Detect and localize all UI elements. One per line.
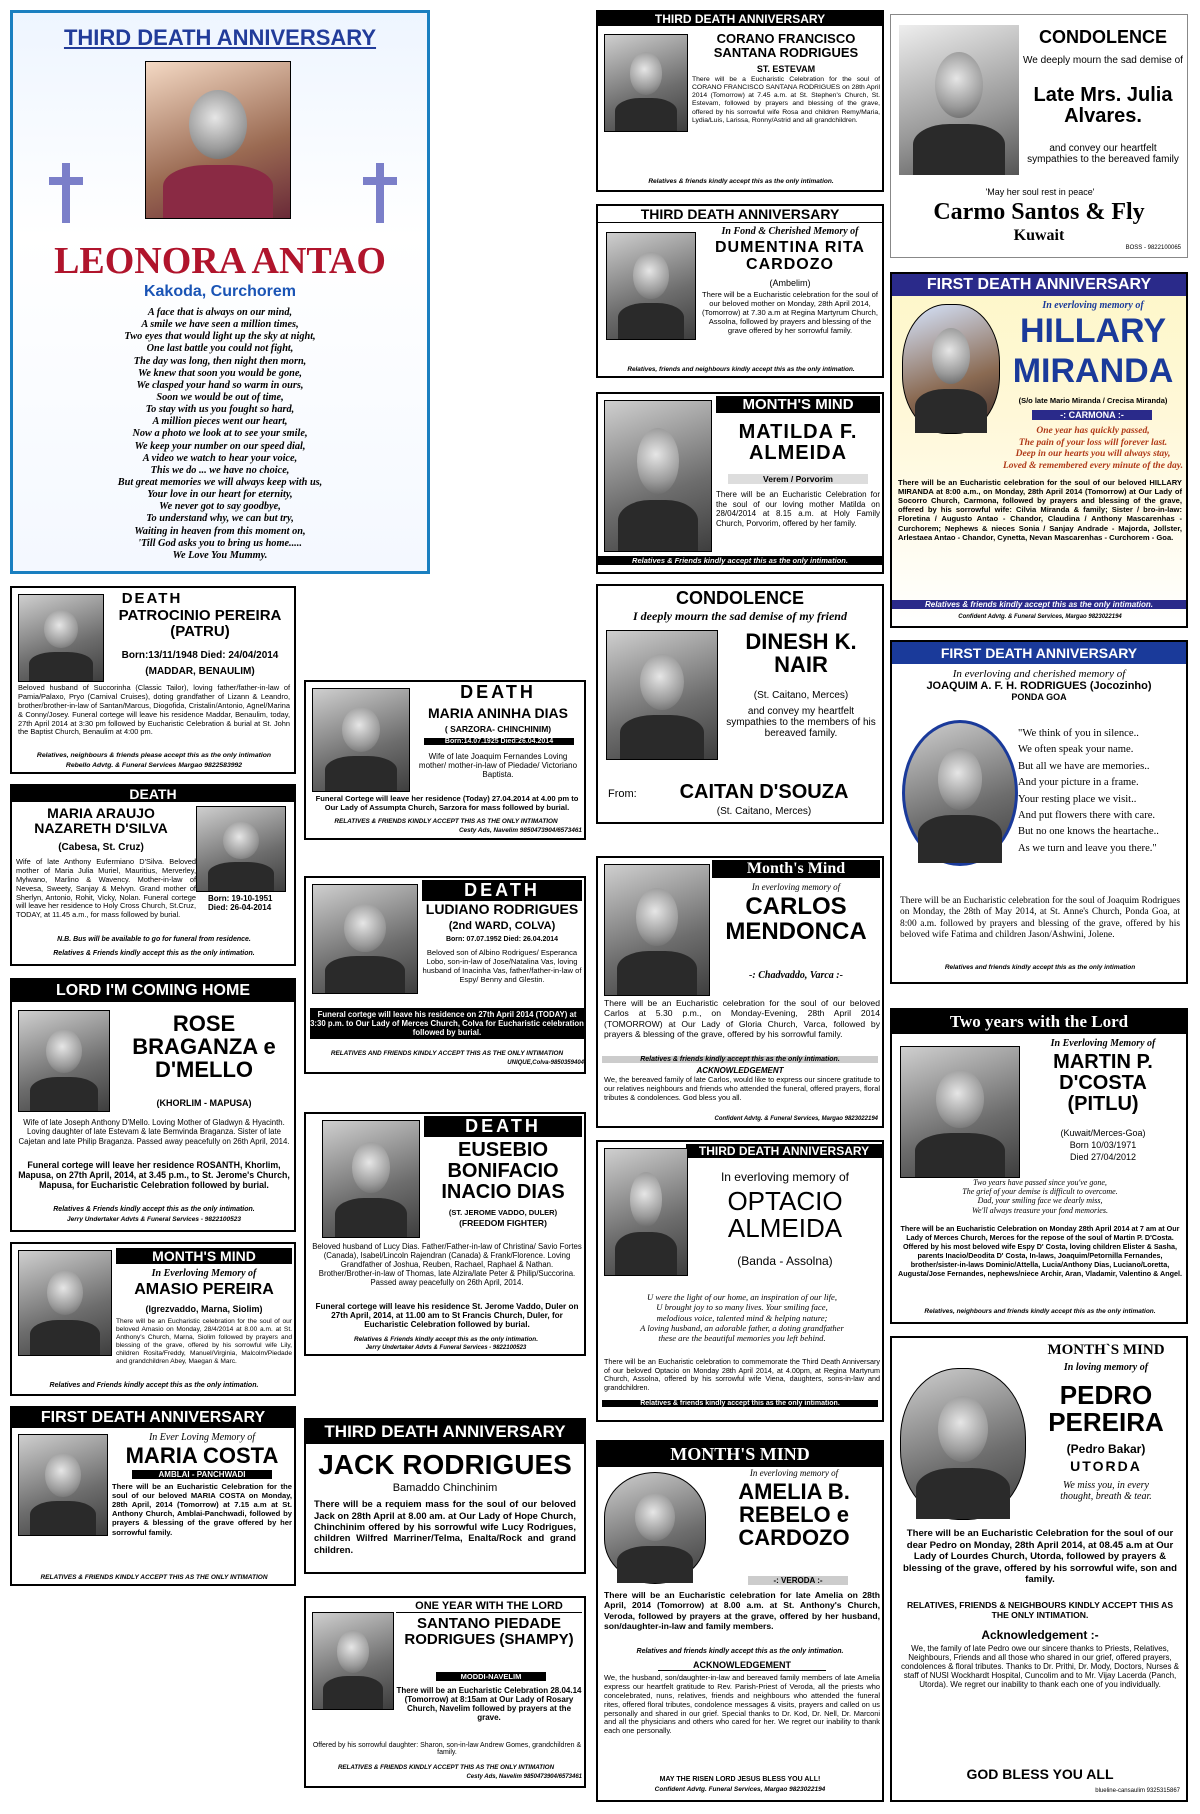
intro: In Ever Loving Memory of	[148, 1432, 256, 1443]
place: -: CARMONA :-	[1032, 410, 1152, 420]
bus-note: N.B. Bus will be available to go for funeral from residence.	[57, 936, 251, 943]
ad-martin-dcosta	[890, 1008, 1188, 1324]
ad-header: DEATH	[460, 682, 536, 702]
poem-line: A video we watch to hear your voice,	[142, 452, 298, 464]
ad-amelia-cardozo	[596, 1440, 884, 1802]
agency: Cesty Ads, Navelim 9850473904/6573461	[458, 827, 582, 834]
from-label: From:	[608, 788, 637, 800]
deceased-name: SANTANO PIEDADE RODRIGUES (SHAMPY)	[404, 1615, 574, 1648]
details: There will be an Eucharistic celebration for the soul of our beloved Amasio on Monday, 28/4/2014 at 8.00 a.m. at St. Anthony's Church, Marna, Siolim followed by prayers and blessing of the grave, offered by his sorrowful wife Lily, children Rosita/Freddy, Manuel/Virginia, Malcolm/Piedade and grandchildren Abey, Maegan & Marc.	[116, 1318, 292, 1365]
place: (Kuwait/Merces-Goa)	[1060, 1128, 1146, 1138]
ad-header: DEATH	[422, 880, 582, 901]
poem	[13, 307, 427, 562]
place: (Cabesa, St. Cruz)	[58, 842, 144, 853]
dates: Born:14.07.1925 Died:26.04.2014	[424, 738, 574, 745]
ad-header: MONTH'S MIND	[716, 396, 880, 413]
poem-line: We keep your number on our speed dial,	[134, 440, 306, 452]
deceased-photo	[604, 34, 688, 132]
ad-santano-rodrigues	[304, 1596, 586, 1788]
ad-rose-braganza	[10, 978, 296, 1232]
deceased-photo	[604, 864, 710, 996]
poem-line: We often speak your name.	[1018, 744, 1134, 756]
deceased-photo	[312, 1612, 394, 1710]
deceased-name: Late Mrs. Julia Alvares.	[1033, 84, 1173, 127]
deceased-name: JOAQUIM A. F. H. RODRIGUES (Jocozinho)	[926, 680, 1152, 692]
poem	[898, 1178, 1182, 1215]
deceased-name: CORANO FRANCISCO SANTANA RODRIGUES	[713, 31, 859, 60]
poem-line: We never got to say goodbye,	[159, 501, 281, 513]
deceased-photo	[604, 1148, 688, 1276]
from-name: Carmo Santos & Fly	[933, 199, 1145, 225]
place: (2nd WARD, COLVA)	[448, 920, 556, 932]
intro: In everloving memory of	[749, 1468, 839, 1478]
deceased-photo	[18, 1434, 108, 1536]
intimation: Relatives & friends kindly accept this as the only intimation.	[602, 1400, 878, 1407]
ad-eusebio-dias	[304, 1112, 586, 1356]
place: AMBLAI - PANCHWADI	[132, 1470, 272, 1479]
deceased-name: LUDIANO RODRIGUES	[425, 901, 579, 917]
poem-line: Two years have passed since you've gone,	[973, 1178, 1107, 1187]
poem-line: This we do ... we have no choice,	[150, 464, 290, 476]
poem-line: "We think of you in silence..	[1018, 728, 1139, 739]
agency: Jerry Undertaker Advts & Funeral Services - 9822100523	[365, 1345, 527, 1351]
agency: Confident Advtg. Funeral Services, Margao 9823022194	[654, 1786, 826, 1793]
details: Beloved husband of Lucy Dias. Father/Father-in-law of Christina/ Savio Fortes (Canada), Isabel/Lincoln Rajendran (Canada) & Frank/Florence. Loving Grandfather of Joshua, Reuben, Rachael, Raphael & Nathan. Brother/Brother-in-law of Thomas, late Alzira/late Peter & Philip/Succorina. Passed away peacefully on 26th April, 2014.	[312, 1242, 582, 1287]
poem-line: Two eyes that would light up the sky at night,	[124, 331, 316, 343]
ad-header: FIRST DEATH ANNIVERSARY	[892, 274, 1186, 296]
ack-title: ACKNOWLEDGEMENT	[658, 1660, 826, 1671]
intro: In everloving and cherished memory of	[952, 668, 1126, 680]
poem-line: The pain of your loss will forever last.	[1018, 437, 1168, 448]
details: There will be an Eucharistic Celebration for the soul of our dear Pedro on Monday, 28th April 2014, at 08.45 a.m at Our Lady of Lourdes Church, Utorda, followed by prayers & blessing of the grave, offered by his sorrowful wife, son and family.	[903, 1528, 1177, 1585]
intimation: Relatives & Friends kindly accept this as the only intimation.	[598, 556, 882, 565]
ad-header: FIRST DEATH ANNIVERSARY	[12, 1408, 294, 1428]
agency: Jerry Undertaker Advts & Funeral Services - 9822100523	[67, 1216, 241, 1223]
intro: In loving memory of	[1063, 1362, 1149, 1373]
details: There will be a Eucharistic Celebration for the soul of CORANO FRANCISCO SANTANA RODRIGUES on 28th April 2014 (Tomorrow) at 7.45 a.m. at St. Stephen's Church, St. Estevam, followed by prayers and blessing of the grave, offered by his sorrowful wife Rosa and children Remy/Maria, Lydia/Luis, Larissa, Ronny/Astrid and all grandchildren.	[692, 76, 880, 124]
intro: In Everloving Memory of	[1050, 1038, 1156, 1049]
intro: I deeply mourn the sad demise of my friend	[633, 609, 847, 623]
deceased-place: Kakoda, Curchorem	[143, 283, 297, 300]
poem-line: We'll always treasure your fond memories.	[972, 1205, 1108, 1215]
poem-line: A smile we have seen a million times,	[141, 319, 299, 331]
agency: blueline-cansaulim 9325315867	[1095, 1788, 1180, 1794]
intro: In everloving memory of	[751, 882, 841, 892]
intimation: Relatives and friends kindly accept this as the only intimation	[944, 964, 1136, 971]
ad-header: THIRD DEATH ANNIVERSARY	[306, 1420, 584, 1444]
intimation: Relatives & Friends kindly accept this as the only intimation.	[53, 1206, 255, 1213]
poem-line: Now a photo we look at to see your smile,	[132, 428, 308, 440]
deceased-name-first: HILLARY	[1019, 312, 1167, 350]
deceased-photo	[312, 884, 418, 994]
ad-header: ONE YEAR WITH THE LORD	[396, 1600, 582, 1613]
ad-header: MONTH'S MIND	[116, 1248, 292, 1264]
details: and convey my heartfelt sympathies to the members of his bereaved family.	[726, 706, 876, 739]
deceased-name: PEDRO PEREIRA	[1048, 1380, 1164, 1438]
place: PONDA GOA	[1011, 692, 1067, 702]
place: ST. ESTEVAM	[756, 64, 816, 74]
poem	[1002, 426, 1184, 472]
intimation: RELATIVES AND FRIENDS KINDLY ACCEPT THIS AS THE ONLY INTIMATION	[330, 1050, 564, 1057]
poem-line: The grief of your demise is difficult to overcome.	[962, 1187, 1118, 1197]
intimation: Relatives, neighbours and friends kindly accept this as the only intimation.	[924, 1308, 1156, 1315]
intimation: Relatives & Friends kindly accept this as the only intimation.	[354, 1336, 538, 1343]
ad-header: CONDOLENCE	[675, 588, 804, 608]
deceased-name: MARIA ANINHA DIAS	[428, 705, 568, 721]
deceased-name: EUSEBIO BONIFACIO INACIO DIAS	[441, 1139, 565, 1203]
poem-line: And your picture in a frame.	[1018, 777, 1139, 789]
ad-leonora-antao	[10, 10, 430, 574]
deceased-name-last: MIRANDA	[1012, 352, 1174, 390]
ad-header: THIRD DEATH ANNIVERSARY	[686, 1144, 882, 1158]
funeral: Funeral Cortege will leave her residence (Today) 27.04.2014 at 4.00 pm to Our Lady of Assumpta Church, Sarzora for mass followed by burial.	[315, 794, 579, 812]
cross-icon	[49, 163, 83, 223]
intro: In everloving memory of	[1042, 300, 1144, 311]
deceased-photo	[899, 25, 1019, 175]
offered-by: Offered by his sorrowful daughter: Sharon, son-in-law Andrew Gomes, grandchildren & family.	[312, 1742, 582, 1756]
poem	[1028, 1480, 1184, 1502]
poem-line: We clasped your hand so warm in ours,	[136, 379, 304, 391]
ad-header: FIRST DEATH ANNIVERSARY	[892, 642, 1186, 664]
rip: 'May her soul rest in peace'	[985, 187, 1095, 197]
details: There will be an Eucharistic Celebration 28.04.14 (Tomorrow) at 8:15am at Our Lady of Rosary Church, Navelim followed by prayers at the grave.	[396, 1686, 582, 1722]
place: ( SARZORA- CHINCHINIM)	[444, 724, 552, 734]
intimation: RELATIVES, FRIENDS & NEIGHBOURS KINDLY ACCEPT THIS AS THE ONLY INTIMATION.	[906, 1600, 1174, 1620]
details: There will be an Eucharistic celebration for the soul of our beloved Carlos at 5.30 p.m., on Monday-Evening, 28th April 2014 (TOMORROW) at Our Lady of Gloria Church, Varca, followed by prayers & blessing of the grave, offered by his sorrowful family.	[604, 998, 880, 1039]
ad-header: THIRD DEATH ANNIVERSARY	[63, 25, 377, 50]
ad-header: MONTH`S MIND	[1028, 1342, 1184, 1359]
ad-header: THIRD DEATH ANNIVERSARY	[598, 206, 882, 223]
poem-line: A million pieces went our heart,	[152, 416, 288, 428]
from-place: Kuwait	[1013, 227, 1065, 244]
ad-optacio-almeida	[596, 1140, 884, 1422]
deceased-name: MARIA COSTA	[125, 1443, 279, 1468]
deceased-photo	[312, 688, 410, 792]
ad-maria-nazareth-dsilva	[10, 784, 296, 966]
details: There will be a requiem mass for the soul of our beloved Jack on 28th April at 8.00 am. at Our Lady of Hope Church, Chinchinim offered by his sorrowful wife Lucy Rodrigues, children Wilfred Marriner/Telma, Enalta/Rock and grand children.	[314, 1498, 576, 1555]
ack-text: We, the family of late Pedro owe our sincere thanks to Priests, Relatives, Neighbours, Friends and all those who shared in our grief, offered prayers, condolences & floral tributes. Thanks to Dr. Prithi, Dr. Mody, Doctors, Nurses & staff of NUSI Wockhardt Hospital, Cuncolim and to Mr. Vijay Lacerda (Panch, Utorda). We regret our inability to thank each one of you individually.	[900, 1644, 1180, 1689]
ack-text: We, the husband, son/daughter-in-law and bereaved family members of late Amelia express our heartfelt gratitude to Rev. Parish-Priest of Veroda, all the priests who concelebrated, nuns, relatives, friends and neighbours who attended the funeral rites, offered floral tributes, condolence messages & visits, prayers and called on us personally and shared in our grief. Special thanks to Dr. Kod, Dr. Nell, Dr. Marconi and all the physicians and others who cared for her. We regret our inability to thank each one personally.	[604, 1673, 880, 1736]
deceased-photo	[902, 304, 1000, 434]
ad-carlos-mendonca	[596, 856, 884, 1128]
details: There will be an Eucharistic Celebration on Monday 28th April 2014 at 7 am at Our Lady of Merces Church, Merces for the repose of the soul of Martin P. D'Costa. Offered by his most beloved wife Espy D' Costa, loving children Elister & Sasha, parents Inacio/Deodita D' Costa, In-laws, Joaquim/Petornilla Fernandes, brother/sister-in-laws Dominic/Attella, Lucia/Anthony Dias, Luciano/Loretta, Augusta/Jose Fernandes, nephews/niece Archir, Aran, Vladamir, Valentino & Angel.	[898, 1224, 1182, 1278]
deceased-photo	[606, 630, 718, 760]
deceased-name: JACK RODRIGUES	[318, 1449, 572, 1480]
deceased-photo	[322, 1120, 420, 1238]
agency: BOSS - 9822100065	[1125, 245, 1181, 251]
deceased-photo	[145, 61, 291, 219]
poem-line: Loved & remembered every minute of the day.	[1002, 460, 1184, 471]
born-date: Born 10/03/1971	[1069, 1140, 1137, 1150]
deceased-photo	[900, 1368, 1026, 1520]
ad-dinesh-nair	[596, 584, 884, 824]
poem-line: And put flowers there with care.	[1018, 810, 1156, 822]
intro: In Everloving Memory of	[151, 1268, 257, 1279]
deceased-name: LEONORA ANTAO	[54, 240, 386, 282]
place: (Banda - Assolna)	[737, 1254, 833, 1268]
agency: UNIQUE,Colva-9850359404	[507, 1060, 584, 1066]
closing: MAY THE RISEN LORD JESUS BLESS YOU ALL!	[659, 1776, 821, 1783]
ad-maria-costa	[10, 1406, 296, 1586]
details: There will be an Eucharistic Celebration for the soul of our beloved MARIA COSTA on Monday, 28th April, 2014 (Tomorrow) at 7.15 a.m at St. Anthony Church, Amblai-Panchwadi, followed by prayers & blessing of the grave offered by her sorrowful family.	[112, 1482, 292, 1537]
deceased-name: CARLOS MENDONCA	[725, 893, 867, 946]
ad-header: DEATH	[92, 590, 212, 607]
details: There will be an Eucharistic celebration for the soul of Joaquim Rodrigues on Monday, the 28th of May 2014, at St. Anne's Church, Ponda Goa, at 8:00 a.m. followed by prayers and blessing of the grave, offered by his beloved wife Fatima and children Jason/Ashwini, Jolene.	[900, 896, 1180, 940]
intimation: Relatives and friends kindly accept this as the only intimation.	[636, 1648, 844, 1655]
place: (Igrezvaddo, Marna, Siolim)	[145, 1304, 263, 1314]
place: UTORDA	[1070, 1458, 1142, 1474]
deceased-name: DUMENTINA RITA CARDOZO	[715, 239, 865, 273]
ad-header: DEATH	[12, 786, 294, 802]
poem-line: But great memories we will always keep with us,	[117, 476, 323, 488]
ad-matilda-almeida	[596, 392, 884, 574]
poem-line: Your resting place we visit..	[1018, 793, 1137, 805]
details: Wife of late Anthony Eufermiano D'Silva. Beloved mother of Maria Julia Muriel, Mauritius, Merverley, Mylwano, Marlino & Wavency. Mother-in-law of Nevesa, Sweety, Sanjay & Melvyn. Grand mother of Sherlyn, Antonio, Rohit, Vicky, Nolan. Funeral cortege will leave her residence to Holy Cross Church, St.Cruz, TODAY, at 11.45 a.m., for mass followed by burial.	[16, 857, 196, 920]
poem-line: Deep in our hearts you will always stay,	[1015, 449, 1171, 460]
agency: Rebello Advtg. & Funeral Services Margao 9822583992	[65, 762, 243, 769]
agency: Confident Advtg. & Funeral Services, Margao 9823022194	[714, 1116, 878, 1122]
details: There will be a Eucharistic celebration for the soul of our beloved mother on Monday, 28th April 2014, (Tomorrow) at 7.30 a.m at Regina Martyrum Church, Assolna, followed by prayers and blessing of the grave offered by her sorrowful family.	[701, 290, 878, 335]
place: Verem / Porvorim	[728, 474, 868, 484]
poem-line: Soon we would be out of time,	[156, 391, 284, 403]
ack-title: ACKNOWLEDGEMENT	[696, 1066, 784, 1075]
details: There will be an Eucharistic celebration for the soul of our beloved HILLARY MIRANDA at 8:00 a.m., on Monday, 28th April 2014 (Tomorrow) at Our Lady of Socorro Church, Carmona, followed by prayers and blessing of the grave, offered by his sorrowful wife: Cilvia Miranda & family; Sister / bro-in-law: Floretina / Augusto Antao - Chandor, Claudina / Anthony Mascarenhas - Curchorem; Nephews & nieces Sonia / Sanjay Andrade - Majorda, Jollster, Arlestaea Antao - Chandor, Cynetta, Nevan Mascarenhas - Curchorem - Goa.	[898, 478, 1182, 542]
poem-line: But all we have are memories..	[1018, 760, 1150, 772]
poem-line: U brought joy to so many lives. Your smiling face,	[656, 1302, 828, 1313]
poem-line: To stay with us you fought so hard,	[145, 404, 295, 416]
ad-patrocinio-pereira	[10, 586, 296, 774]
intimation: RELATIVES & FRIENDS KINDLY ACCEPT THIS AS THE ONLY INTIMATION	[337, 1764, 555, 1771]
intro: In everloving memory of	[720, 1170, 850, 1184]
poem-line: The day was long, then night then morn,	[133, 355, 307, 367]
alias: (Pedro Bakar)	[1066, 1442, 1146, 1456]
poem-line: One year has quickly passed,	[1036, 426, 1150, 436]
title: (FREEDOM FIGHTER)	[459, 1218, 547, 1228]
from-name: CAITAN D'SOUZA	[679, 781, 849, 803]
poem-line: As we turn and leave you there."	[1018, 842, 1157, 854]
poem-line: thought, breath & tear.	[1060, 1491, 1152, 1502]
details: There will be an Eucharistic Celebration for the soul of our loving mother Matilda on 28/04/2014 at 8.15 a.m. at Holy Family Church, Porvorim, offered by her family.	[716, 490, 880, 528]
deceased-name: PATROCINIO PEREIRA (PATRU)	[118, 607, 282, 640]
ad-hillary-miranda	[890, 272, 1188, 628]
poem-line: U were the light of our home, an inspiration of our life,	[647, 1292, 837, 1302]
parents: (S/o late Mario Miranda / Crecisa Miranda)	[1018, 396, 1168, 405]
ack-title: Acknowledgement :-	[981, 1628, 1099, 1642]
funeral: Funeral cortege will leave his residence on 27th April 2014 (TODAY) at 3:30 p.m. to Our Lady of Merces Church, Colva for Eucharistic celebration followed by burial.	[310, 1010, 584, 1037]
agency: Confident Advtg. & Funeral Services, Margao 9823022194	[958, 614, 1122, 620]
details: Beloved son of Albino Rodrigues/ Esperanca Lobo, son-in-law of Jose/Natalina Vas, loving husband of Inacinha Vas, father/father-in-law of Espy/ Benny and Glestin.	[422, 948, 582, 984]
poem-line: We knew that soon you would be gone,	[137, 367, 302, 379]
died-date: Died 27/04/2012	[1069, 1152, 1137, 1162]
intimation: Relatives & friends kindly accept this as the only intimation.	[892, 600, 1186, 609]
ad-dumentina-cardozo	[596, 204, 884, 378]
from-place: (St. Caitano, Merces)	[716, 806, 812, 817]
poem-line: Your love in our heart for eternity,	[147, 489, 293, 501]
deceased-photo	[604, 400, 712, 552]
deceased-name: OPTACIO ALMEIDA	[727, 1186, 843, 1244]
place: -: VERODA :-	[748, 1576, 848, 1585]
deceased-photo	[604, 1472, 706, 1584]
intro: In Fond & Cherished Memory of	[721, 226, 859, 237]
details: and convey our heartfelt sympathies to the bereaved family	[1027, 143, 1179, 165]
deceased-name: MARTIN P. D'COSTA (PITLU)	[1053, 1051, 1153, 1115]
ad-header: Two years with the Lord	[892, 1010, 1186, 1034]
place: MODDI-NAVELIM	[436, 1672, 546, 1681]
poem-line: We Love You Mummy.	[172, 549, 268, 561]
intimation: RELATIVES & FRIENDS KINDLY ACCEPT THIS AS THE ONLY INTIMATION	[334, 818, 558, 825]
deceased-name: AMELIA B. REBELO e CARDOZO	[738, 1479, 850, 1551]
details: Wife of late Joseph Anthony D'Mello. Loving Mother of Gladwyn & Hyacinth. Loving daughter of late Estevam & late Bemvinda Braganza. Sister of late Cajetan and late Philip Braganza. Passed away peacefully on 26th April, 2014.	[18, 1118, 290, 1146]
intimation: Relatives & friends kindly accept this as the only intimation.	[648, 178, 834, 185]
intro: We deeply mourn the sad demise of	[1023, 55, 1183, 66]
poem	[604, 1292, 880, 1344]
ad-jack-rodrigues	[304, 1418, 586, 1574]
closing: GOD BLESS YOU ALL	[966, 1766, 1114, 1782]
poem-line: melodious voice, talented mind & helping nature;	[656, 1312, 828, 1323]
ad-header: THIRD DEATH ANNIVERSARY	[598, 12, 882, 26]
poem	[1018, 726, 1184, 857]
ad-maria-aninha-dias	[304, 680, 586, 840]
ad-header: Month's Mind	[712, 860, 880, 878]
deceased-photo	[18, 594, 104, 682]
deceased-name: MATILDA F. ALMEIDA	[738, 421, 858, 464]
ad-header: MONTH'S MIND	[598, 1442, 882, 1467]
poem-line: We miss you, in every	[1063, 1480, 1149, 1491]
deceased-photo	[606, 232, 696, 340]
poem-line: Waiting in heaven from this moment on,	[134, 525, 306, 537]
deceased-photo	[902, 720, 1018, 866]
poem-line: To understand why, we can but try,	[146, 513, 294, 525]
dates: Born: 19-10-1951 Died: 26-04-2014	[208, 894, 273, 912]
ad-julia-alvares	[890, 14, 1188, 258]
deceased-name: ROSE BRAGANZA e D'MELLO	[132, 1011, 276, 1083]
place: (KHORLIM - MAPUSA)	[156, 1098, 252, 1108]
deceased-name: DINESH K. NAIR	[745, 629, 857, 678]
funeral: Funeral cortege will leave his residence St. Jerome Vaddo, Duler on 27th April, 2014, at 11.00 am to St Francis Church, Duler, for Eucharistic Celebration followed by burial.	[315, 1302, 579, 1329]
poem-line: A face that is always on our mind,	[147, 307, 293, 318]
deceased-photo	[900, 1046, 1020, 1178]
place: -: Chadvaddo, Varca :-	[749, 970, 843, 981]
dates: Born:13/11/1948 Died: 24/04/2014	[121, 650, 279, 661]
intimation: Relatives, neighbours & friends please accept this as the only intimation	[36, 752, 272, 759]
details: Beloved husband of Succorinha (Classic Tailor), loving father/father-in-law of Pamia/Palaxo, Pryo (Carnival Cruises), doting grandfather of Lizann & Leandro, brother/brother-in-law of Santan/Marcus, Diogofida, Cristalin/Antonio, Agnel/Marina & Conny/Josey. Funeral cortege will leave his residence Maddar, Benaulim, today, 27th April 2014 at 3:30 pm followed by Eucharistic Celebration & burial at St. John the Baptist Church, Benaulim at 4:00 pm.	[18, 683, 290, 737]
deceased-name: MARIA ARAUJO NAZARETH D'SILVA	[34, 805, 168, 836]
ad-header: DEATH	[424, 1116, 582, 1137]
poem-line: 'Till God asks you to bring us home.....	[138, 537, 302, 549]
place: (ST. JEROME VADDO, DULER)	[448, 1208, 558, 1217]
intimation: Relatives, friends and neighbours kindly accept this as the only intimation.	[627, 366, 855, 373]
poem-line: Dad, your smiling face we dearly miss,	[977, 1196, 1103, 1206]
ad-header: LORD I'M COMING HOME	[12, 980, 294, 1002]
intimation: Relatives & friends kindly accept this as the only intimation.	[602, 1056, 878, 1063]
details: There will be an Eucharistic celebration to commemorate the Third Death Anniversary of our beloved Optacio on Monday 28th April 2014, at 4.00pm, at Regina Martyrum Church, Assolna, offered by his sorrowful wife Viena, daughters, sons-in-law and grandchildren.	[604, 1357, 880, 1392]
place: (St. Caitano, Merces)	[753, 690, 849, 701]
poem-line: But no one knows the heartache..	[1018, 826, 1159, 838]
agency: Cesty Ads, Navelim 9850473904/6573461	[466, 1774, 582, 1780]
cross-icon	[363, 163, 397, 223]
place: (Ambelim)	[769, 278, 811, 288]
ad-joaquim-rodrigues	[890, 640, 1188, 984]
place: (MADDAR, BENAULIM)	[145, 666, 255, 677]
funeral: Funeral cortege will leave her residence ROSANTH, Khorlim, Mapusa, on 27th April, 2014, at 3.45 p.m., to St. Jerome's Church, Mapusa, for Eucharistic Celebration followed by burial.	[18, 1160, 290, 1190]
deceased-photo	[18, 1010, 110, 1112]
ad-ludiano-rodrigues	[304, 876, 586, 1074]
intimation: Relatives & Friends kindly accept this as the only intimation.	[53, 950, 255, 957]
ad-amasio-pereira	[10, 1242, 296, 1396]
ad-header: CONDOLENCE	[1038, 27, 1167, 47]
intimation: RELATIVES & FRIENDS KINDLY ACCEPT THIS AS THE ONLY INTIMATION	[40, 1574, 268, 1581]
intimation: Relatives and Friends kindly accept this as the only intimation.	[49, 1382, 259, 1389]
poem-line: One last battle you could not fight,	[146, 343, 294, 355]
details: There will be an Eucharistic celebration for late Amelia on 28th April, 2014 (Tomorrow) at 8.00 a.m. at St. Anthony's Church, Veroda, followed by prayers at the grave, offered by her husband, son/daughter-in-law and family members.	[604, 1590, 880, 1631]
ack-text: We, the bereaved family of late Carlos, would like to express our sincere gratitude to our relatives neighbours and friends who attended the funeral, offered prayers, floral tributes & condolences. God bless you all.	[604, 1075, 880, 1102]
poem-line: A loving husband, an adorable father, a doting grandfather	[640, 1322, 844, 1333]
dates: Born: 07.07.1952 Died: 26.04.2014	[445, 936, 559, 943]
deceased-photo	[196, 806, 286, 892]
tribute-heading	[29, 570, 427, 574]
details: Wife of late Joaquim Fernandes Loving mother/ mother-in-law of Piedade/ Victoriano Baptista.	[418, 752, 578, 779]
place: Bamaddo Chinchinim	[392, 1482, 498, 1495]
poem-line: these are the beautiful memories you left behind.	[658, 1333, 826, 1344]
ad-corano-rodrigues	[596, 10, 884, 192]
deceased-name: AMASIO PEREIRA	[134, 1281, 274, 1298]
deceased-photo	[18, 1250, 112, 1356]
ad-pedro-pereira	[890, 1336, 1188, 1802]
